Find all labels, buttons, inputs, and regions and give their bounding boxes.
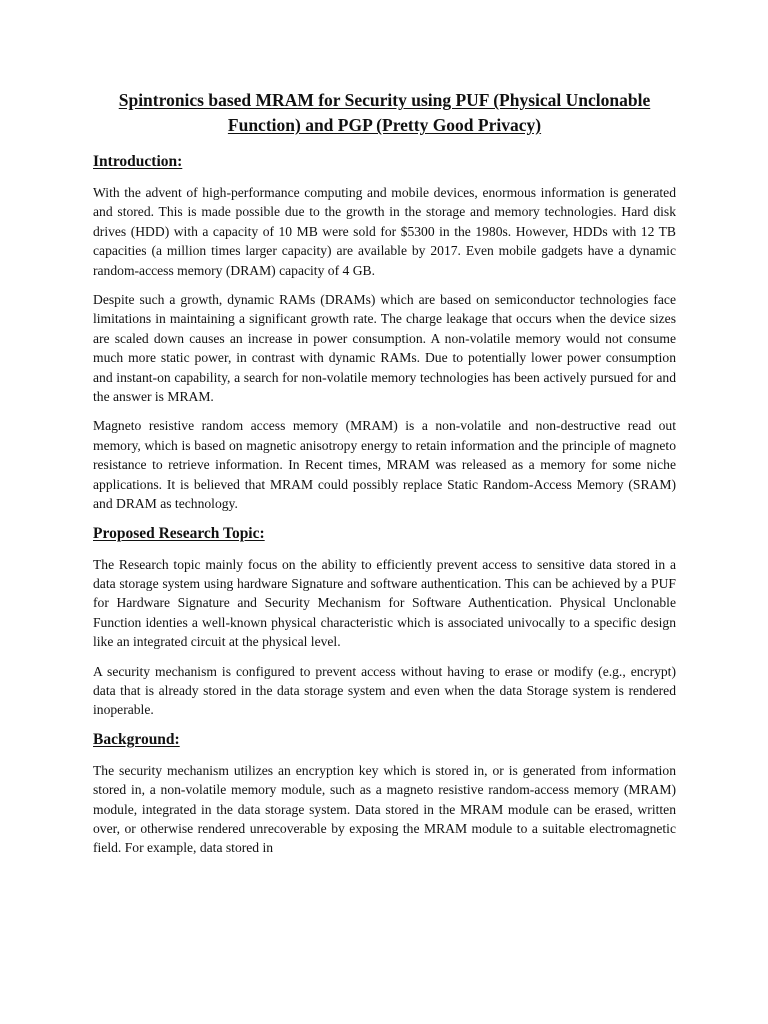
- research-topic-paragraph-1: The Research topic mainly focus on the ability to efficiently prevent access to sensitive data stored in a data storage system using hardware Signature and software authentication. This can be achieved by a PUF for Hardware Signature and Security Mechanism for Software Authentication. Physical Unclonable Function identies a well-known physical characteristic which is associated univocally to a specific design like an integrated circuit at the physical level.: [93, 556, 676, 650]
- research-topic-paragraph-2: A security mechanism is configured to prevent access without having to erase or modify (e.g., encrypt) data that is already stored in the data storage system and even when the data Storage system is rendered inoperable.: [93, 663, 676, 718]
- introduction-paragraph-1: With the advent of high-performance computing and mobile devices, enormous information is generated and stored. This is made possible due to the growth in the storage and memory technologies. Hard disk drives (HDD) with a capacity of 10 MB were sold for $5300 in the 1980s. However, HDDs with 12 TB capacities (a million times larger capacity) are available by 2017. Even mobile gadgets have a dynamic random-access memory (DRAM) capacity of 4 GB.: [93, 185, 676, 278]
- document-title: Spintronics based MRAM for Security using PUF (Physical Unclonable Function) and PGP (Pretty Good Privacy): [118, 90, 651, 135]
- introduction-paragraph-2: Despite such a growth, dynamic RAMs (DRAMs) which are based on semiconductor technologies face limitations in maintaining a significant growth rate. The charge leakage that occurs when the device sizes are scaled down causes an increase in power consumption. A non-volatile memory would not consume much more static power, in contrast with dynamic RAMs. Due to potentially lower power consumption and instant-on capability, a search for non-volatile memory technologies has been actively pursued for and the answer is MRAM.: [93, 292, 676, 405]
- introduction-heading: Introduction:: [93, 153, 183, 170]
- introduction-section: [93, 152, 676, 514]
- proposed-research-topic-section: [93, 524, 676, 720]
- background-section: [93, 730, 676, 858]
- document-page: [93, 88, 676, 858]
- background-heading: Background:: [93, 730, 180, 748]
- introduction-paragraph-3: Magneto resistive random access memory (MRAM) is a non-volatile and non-destructive read out memory, which is based on magnetic anisotropy energy to retain information and the principle of magneto resistance to retrieve information. In Recent times, MRAM was released as a memory for some niche applications. It is believed that MRAM could possibly replace Static Random-Access Memory (SRAM) and DRAM as technology.: [93, 418, 676, 512]
- proposed-research-topic-heading: Proposed Research Topic:: [93, 524, 265, 542]
- background-paragraph-1: The security mechanism utilizes an encryption key which is stored in, or is generated from information stored in, a non-volatile memory module, such as a magneto resistive random-access memory (MRAM) module, integrated in the data storage system. Data stored in the MRAM module can be erased, written over, or otherwise rendered unrecoverable by exposing the MRAM module to a suitable electromagnetic field. For example, data stored in: [93, 762, 676, 856]
